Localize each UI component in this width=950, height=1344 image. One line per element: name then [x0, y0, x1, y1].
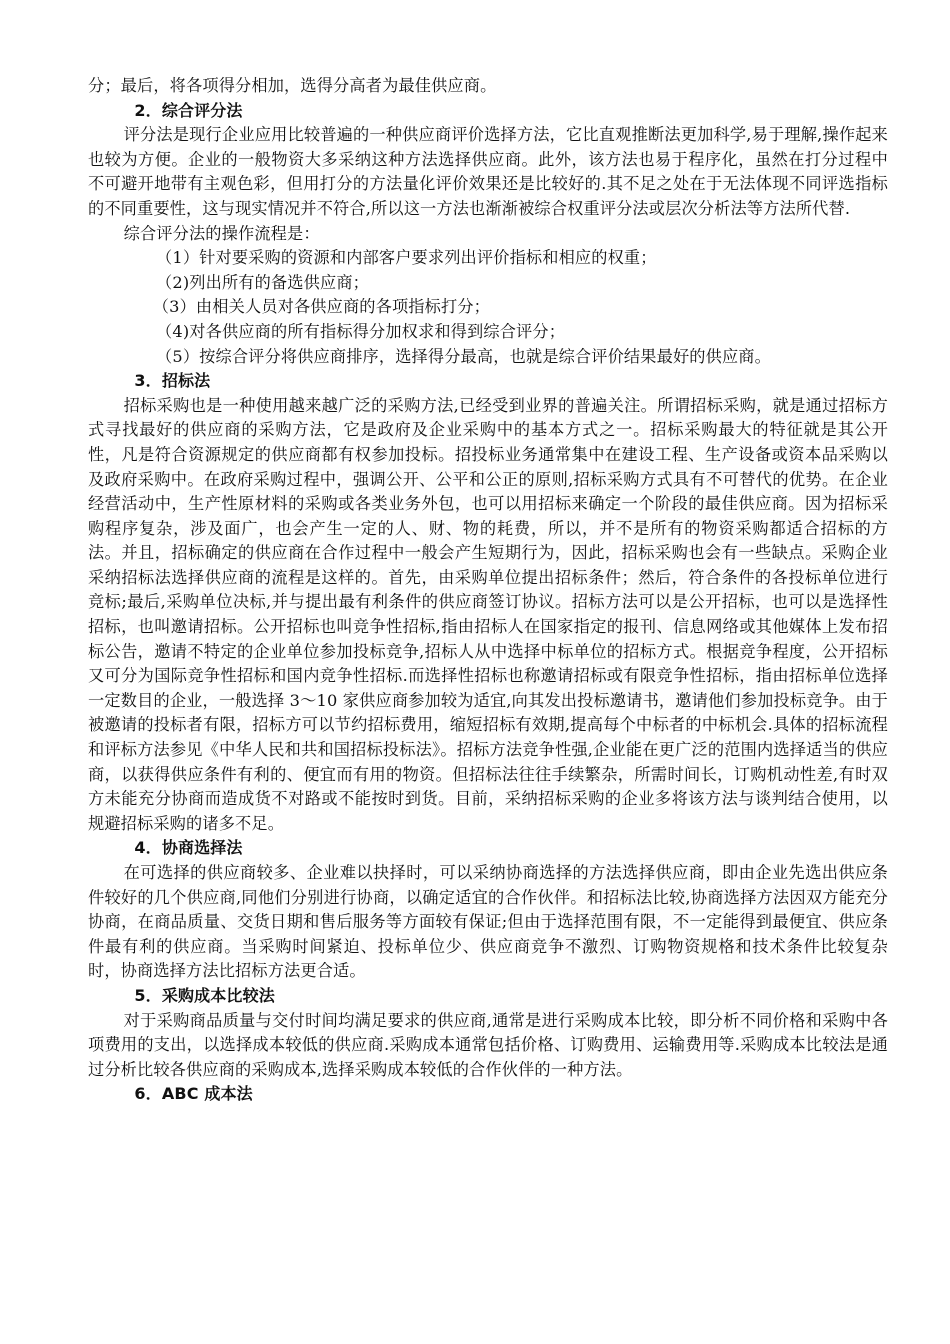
paragraph: 对于采购商品质量与交付时间均满足要求的供应商,通常是进行采购成本比较，即分析不同价格和采购中各项费用的支出，以选择成本较低的供应商.采购成本通常包括价格、订购费用、运输费用等.采购成本比较法是通过分析比较各供应商的采购成本,选择采购成本较低的合作伙伴的一种方法。 — [88, 1010, 888, 1079]
list-item: （2)列出所有的备选供应商； — [156, 272, 369, 292]
list-item: （4)对各供应商的所有指标得分加权求和得到综合评分； — [156, 321, 566, 341]
paragraph: 在可选择的供应商较多、企业难以抉择时，可以采纳协商选择的方法选择供应商，即由企业先选出供应条件较好的几个供应商,同他们分别进行协商，以确定适宜的合作伙伴。和招标法比较,协商选择方法因双方能充分协商，在商品质量、交货日期和售后服务等方面较有保证;但由于选择范围有限，不一定能得到最便宜、供应条件最有利的供应商。当采购时间紧迫、投标单位少、供应商竞争不激烈、订购物资规格和技术条件比较复杂时，协商选择方法比招标方法更合适。 — [88, 863, 888, 981]
paragraph: 评分法是现行企业应用比较普遍的一种供应商评价选择方法，它比直观推断法更加科学,易于理解,操作起来也较为方便。企业的一般物资大多采纳这种方法选择供应商。此外，该方法也易于程序化，虽然在打分过程中不可避开地带有主观色彩，但用打分的方法量化评价效果还是比较好的.其不足之处在于无法体现不同评选指标的不同重要性，这与现实情况并不符合,所以这一方法也渐渐被综合权重评分法或层次分析法等方法所代替. — [88, 125, 888, 218]
list-item: （3）由相关人员对各供应商的各项指标打分； — [152, 297, 490, 317]
section-heading: 2．综合评分法 — [134, 100, 243, 120]
section-heading: 6．ABC 成本法 — [134, 1084, 253, 1104]
paragraph: 招标采购也是一种使用越来越广泛的采购方法,已经受到业界的普遍关注。所谓招标采购，就是通过招标方式寻找最好的供应商的采购方法，它是政府及企业采购中的基本方式之一。招标采购最大的特征就是其公开性，凡是符合资源规定的供应商都有权参加投标。招投标业务通常集中在建设工程、生产设备或资本品采购以及政府采购中。在政府采购过程中，强调公开、公平和公正的原则,招标采购方式具有不可替代的优势。在企业经营活动中，生产性原材料的采购或各类业务外包，也可以用招标来确定一个阶段的最佳供应商。因为招标采购程序复杂，涉及面广，也会产生一定的人、财、物的耗费，所以，并不是所有的物资采购都适合招标的方法。并且，招标确定的供应商在合作过程中一般会产生短期行为，因此，招标采购也会有一些缺点。采购企业采纳招标法选择供应商的流程是这样的。首先，由采购单位提出招标条件；然后，符合条件的各投标单位进行竞标;最后,采购单位决标,并与提出最有利条件的供应商签订协议。招标方法可以是公开招标，也可以是选择性招标，也叫邀请招标。公开招标也叫竞争性招标,指由招标人在国家指定的报刊、信息网络或其他媒体上发布招标公告，邀请不特定的企业单位参加投标竞争,招标人从中选择中标单位的招标方式。根据竞争程度，公开招标又可分为国际竞争性招标和国内竞争性招标.而选择性招标也称邀请招标或有限竞争性招标，指由招标单位选择一定数目的企业，一般选择 3～10 家供应商参加较为适宜,向其发出投标邀请书，邀请他们参加投标竞争。由于被邀请的投标者有限，招标方可以节约招标费用，缩短招标有效期,提高每个中标者的中标机会.具体的招标流程和评标方法参见《中华人民和共和国招标投标法》。招标方法竞争性强,企业能在更广泛的范围内选择适当的供应商，以获得供应条件有利的、便宜而有用的物资。但招标法往往手续繁杂，所需时间长，订购机动性差,有时双方未能充分协商而造成货不对路或不能按时到货。目前，采纳招标采购的企业多将该方法与谈判结合使用，以规避招标采购的诸多不足。 — [88, 395, 888, 833]
paragraph: 综合评分法的操作流程是： — [123, 223, 320, 243]
document-page — [88, 74, 888, 1107]
list-item: （1）针对要采购的资源和内部客户要求列出评价指标和相应的权重； — [156, 248, 657, 268]
list-item: （5）按综合评分将供应商排序，选择得分最高，也就是综合评价结果最好的供应商。 — [156, 346, 771, 366]
section-heading: 4．协商选择法 — [134, 838, 243, 858]
section-heading: 5．采购成本比较法 — [134, 985, 275, 1005]
section-heading: 3．招标法 — [134, 371, 211, 391]
paragraph: 分；最后，将各项得分相加，选得分高者为最佳供应商。 — [88, 76, 497, 95]
